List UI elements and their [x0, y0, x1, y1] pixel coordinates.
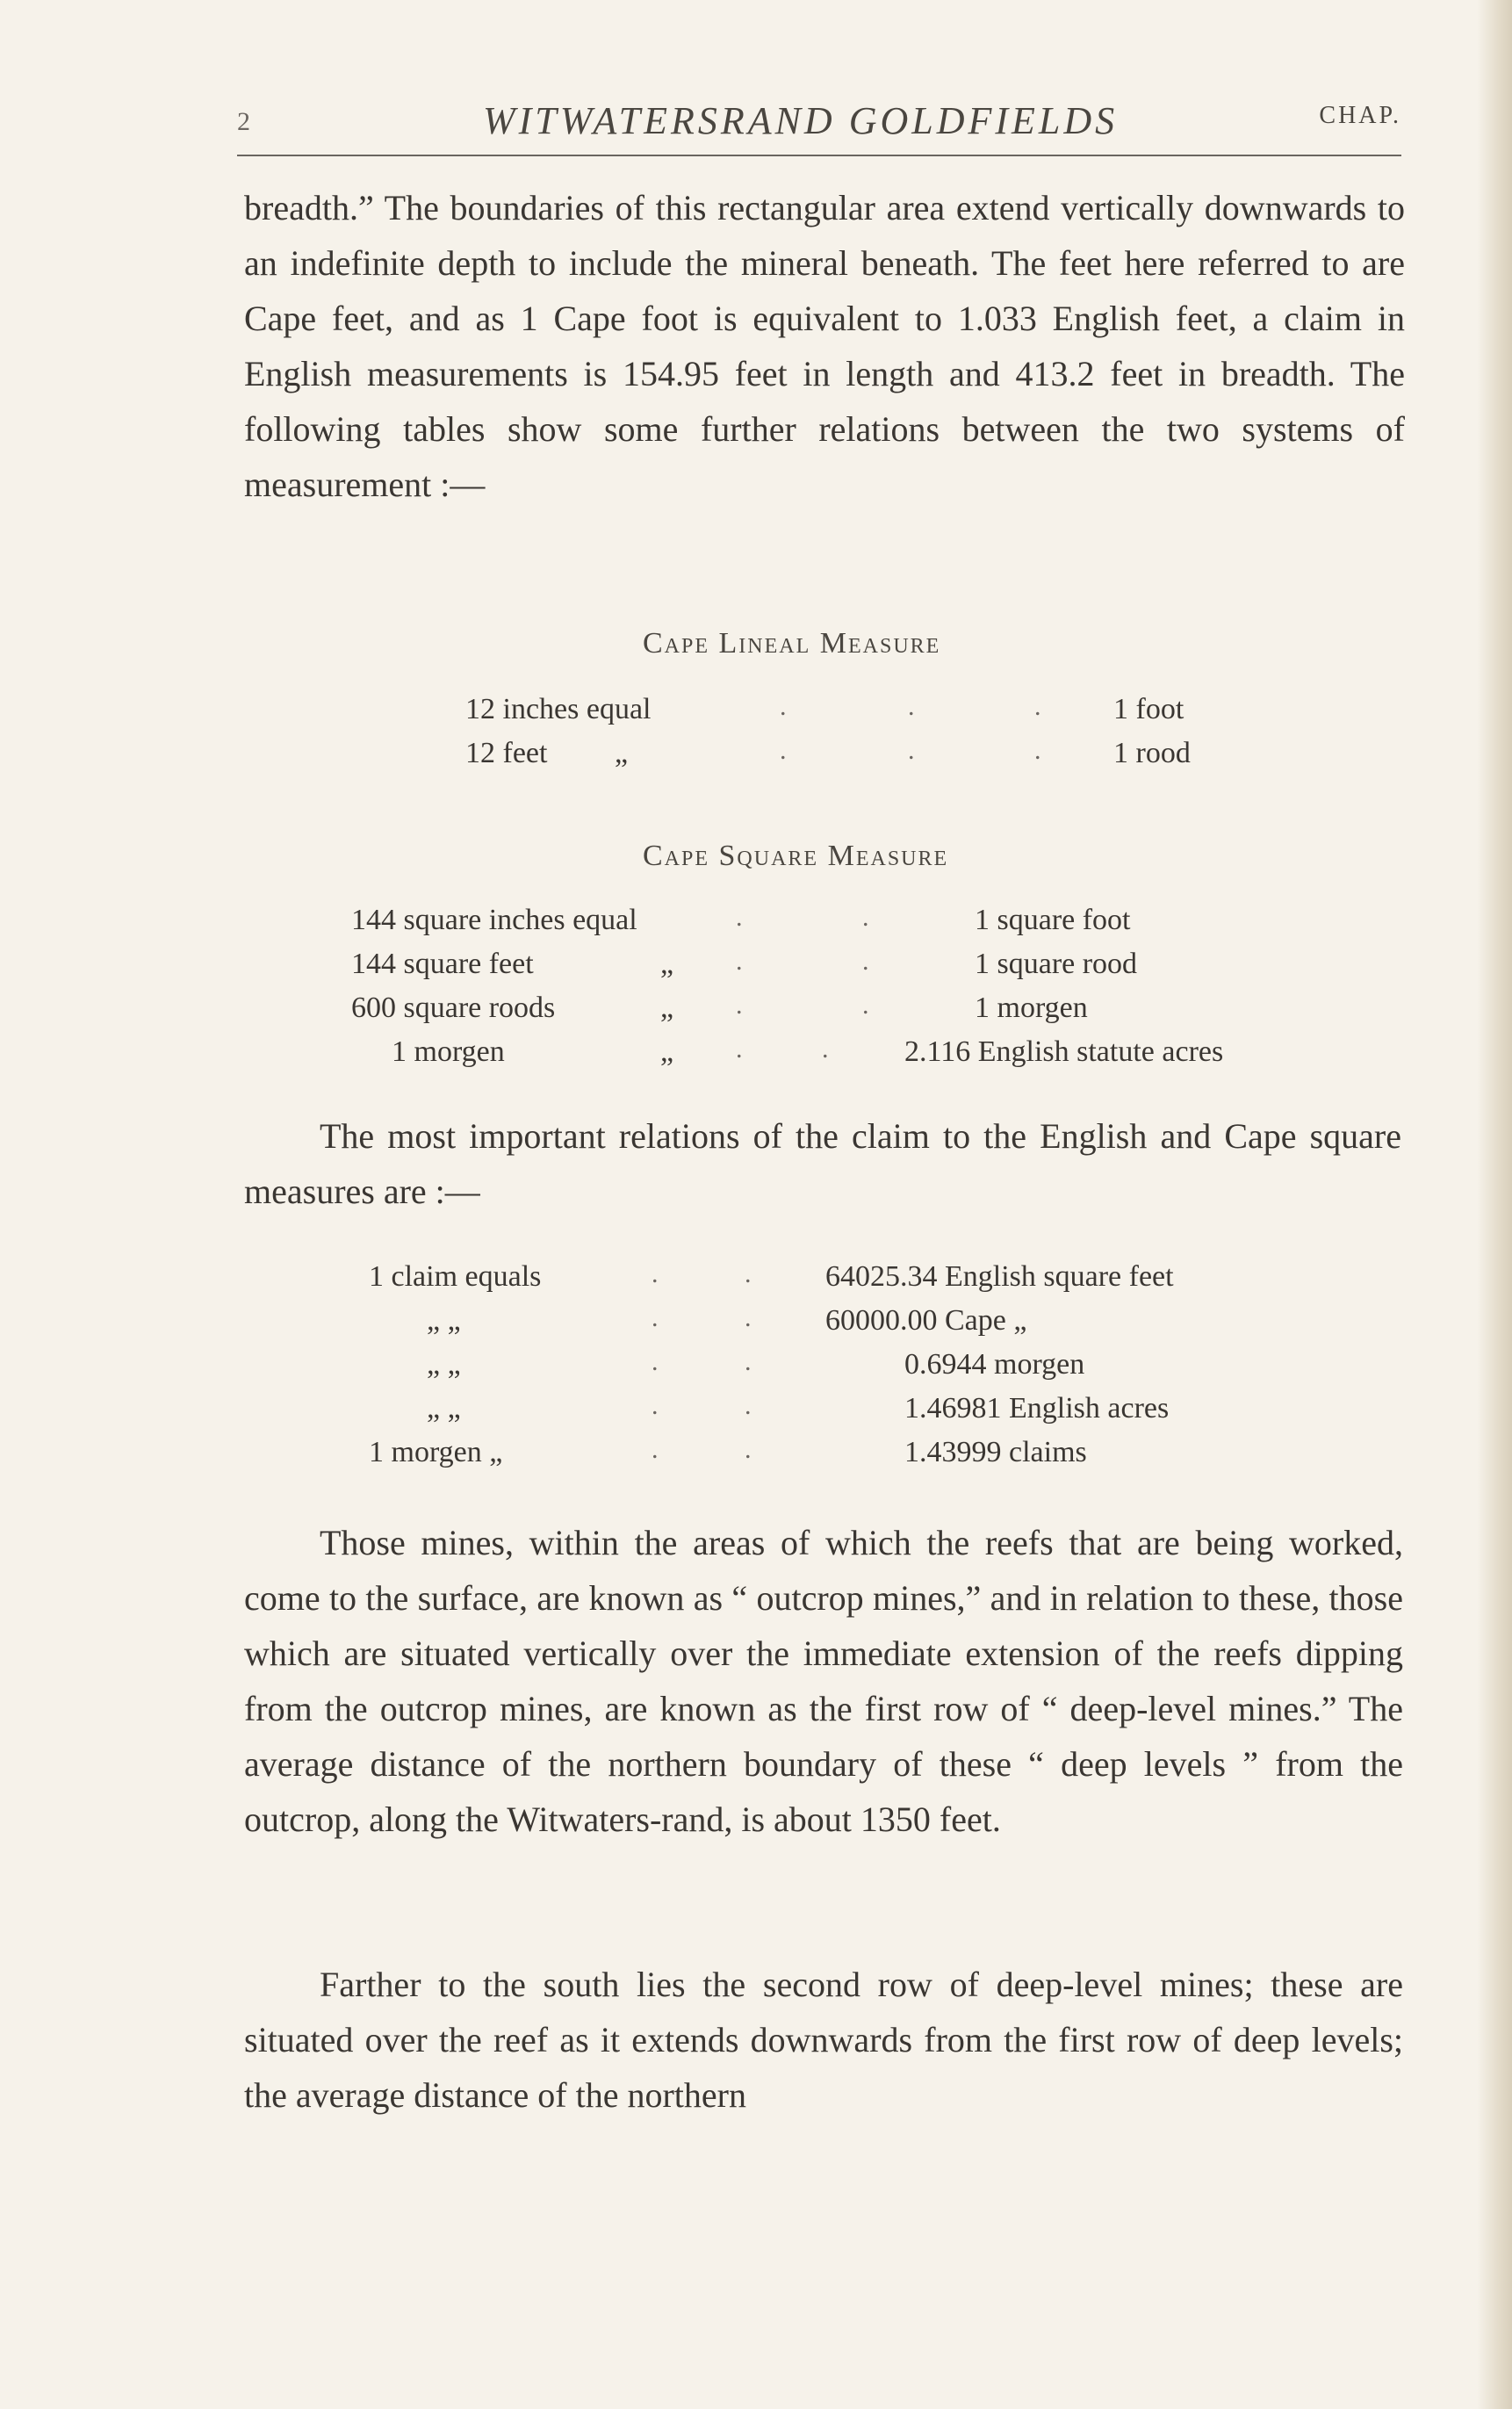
claim-row-4-left: „ „ — [427, 1392, 461, 1424]
ditto-mark: „ — [615, 737, 629, 769]
leader-dot: . — [736, 903, 743, 932]
claim-row-1-left: 1 claim equals — [369, 1260, 542, 1293]
leader-dot: . — [652, 1259, 659, 1288]
square-row-4-left: 1 morgen — [392, 1035, 505, 1068]
claim-row-3-left: „ „ — [427, 1348, 461, 1381]
square-row-4-right: 2.116 English statute acres — [904, 1035, 1224, 1068]
leader-dot: . — [736, 947, 743, 976]
claim-row-2-right: 60000.00 Cape „ — [825, 1304, 1027, 1337]
square-row-2-left: 144 square feet — [351, 948, 534, 980]
leader-dot: . — [736, 1035, 743, 1064]
lineal-row-2-right: 1 rood — [1113, 737, 1191, 769]
claim-row-5-left: 1 morgen „ — [369, 1436, 503, 1468]
leader-dot: . — [822, 1035, 829, 1064]
lineal-row-1-left: 12 inches equal — [465, 693, 652, 725]
leader-dot: . — [745, 1391, 752, 1420]
paragraph-4: Farther to the south lies the second row of deep-level mines; these are situated over the reef as it extends downwards from the first row of deep levels; the average distance of the northern — [244, 1965, 1403, 2115]
running-title: WITWATERSRAND GOLDFIELDS — [483, 99, 1119, 142]
page-edge-shadow — [1477, 0, 1512, 2409]
running-head — [237, 98, 1401, 151]
claim-row-1-right: 64025.34 English square feet — [825, 1260, 1174, 1293]
leader-dot: . — [780, 736, 787, 765]
leader-dot: . — [652, 1303, 659, 1332]
claim-row-4-right: 1.46981 English acres — [904, 1392, 1170, 1424]
page-number: 2 — [237, 107, 250, 136]
claim-row-3-right: 0.6944 morgen — [904, 1348, 1085, 1381]
square-row-3-right: 1 morgen — [975, 992, 1088, 1024]
lineal-row-2-left: 12 feet — [465, 737, 548, 769]
leader-dot: . — [745, 1259, 752, 1288]
chapter-label: CHAP. — [1319, 102, 1401, 129]
header-rule — [237, 155, 1401, 156]
ditto-mark: „ — [660, 992, 674, 1024]
leader-dot: . — [652, 1391, 659, 1420]
leader-dot: . — [745, 1435, 752, 1464]
leader-dot: . — [908, 692, 915, 721]
lineal-measure-title: Cape Lineal Measure — [643, 627, 941, 660]
leader-dot: . — [780, 692, 787, 721]
leader-dot: . — [862, 947, 869, 976]
leader-dot: . — [745, 1347, 752, 1376]
ditto-mark: „ — [660, 1035, 674, 1068]
paragraph-2: The most important relations of the claim to the English and Cape square measures are :— — [244, 1116, 1401, 1211]
paragraph-3: Those mines, within the areas of which the reefs that are being worked, come to the surface, are known as “ outcrop mines,” and in relation to these, those which are situated vertically over the immediate extension of the reefs dipping from the outcrop mines, are known as the first row of “ deep-level mines.” The average distance of the northern boundary of these “ deep levels ” from the outcrop, along the Witwaters-rand, is about 1350 feet. — [244, 1523, 1403, 1839]
square-row-1-left: 144 square inches equal — [351, 904, 637, 936]
leader-dot: . — [652, 1347, 659, 1376]
paragraph-1: breadth.” The boundaries of this rectangular area extend vertically downwards to an indefinite depth to include the mineral beneath. The feet here referred to are Cape feet, and as 1 Cape foot is equivalent to 1.033 English feet, a claim in English measurements is 154.95 feet in length and 413.2 feet in breadth. The following tables show some further relations between the two systems of measurement :— — [244, 188, 1405, 504]
square-row-3-left: 600 square roods — [351, 992, 556, 1024]
leader-dot: . — [1034, 736, 1041, 765]
leader-dot: . — [652, 1435, 659, 1464]
leader-dot: . — [862, 903, 869, 932]
ditto-mark: „ — [660, 948, 674, 980]
claim-row-2-left: „ „ — [427, 1304, 461, 1337]
leader-dot: . — [745, 1303, 752, 1332]
leader-dot: . — [908, 736, 915, 765]
leader-dot: . — [736, 991, 743, 1020]
lineal-row-1-right: 1 foot — [1113, 693, 1184, 725]
leader-dot: . — [1034, 692, 1041, 721]
square-measure-title: Cape Square Measure — [643, 840, 949, 872]
leader-dot: . — [862, 991, 869, 1020]
claim-row-5-right: 1.43999 claims — [904, 1436, 1087, 1468]
square-row-1-right: 1 square foot — [975, 904, 1131, 936]
square-row-2-right: 1 square rood — [975, 948, 1138, 980]
